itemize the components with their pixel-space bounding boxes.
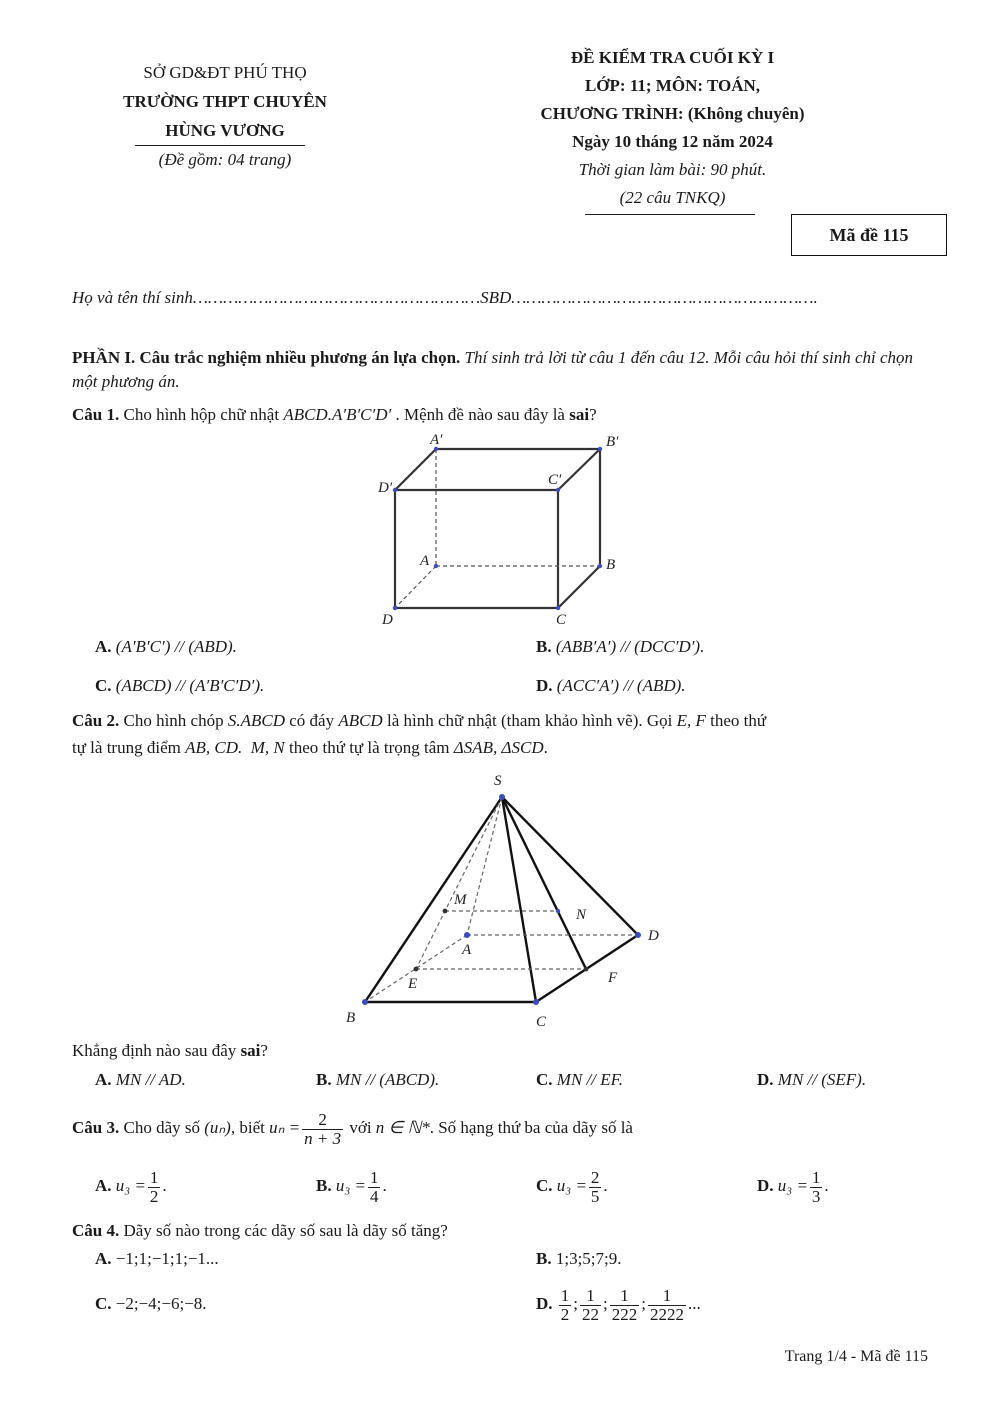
option-key: C.	[536, 1176, 553, 1195]
q1-text-c: ?	[589, 405, 597, 424]
exam-title: ĐỀ KIỂM TRA CUỐI KỲ I	[570, 48, 775, 67]
fraction-numerator: 2	[590, 1167, 600, 1187]
q1-text-b: . Mệnh đề nào sau đây là	[391, 405, 570, 424]
q2-text: tự là trung điểm	[72, 738, 186, 757]
q1-text: Cho hình hộp chữ nhật	[119, 405, 284, 424]
label-D: D	[648, 928, 659, 944]
ellipsis: ...	[687, 1294, 701, 1313]
q3-formula-lhs: uₙ =	[269, 1118, 301, 1137]
option-text: MN // AD.	[115, 1070, 186, 1089]
q3-text: với	[345, 1118, 376, 1137]
label-F: F	[608, 970, 618, 986]
option-key: B.	[316, 1070, 332, 1089]
option-text: MN // (SEF).	[777, 1070, 867, 1089]
q2-text: có đáy	[284, 711, 339, 730]
fraction-denominator: 2	[149, 1186, 159, 1206]
separator: ;	[603, 1294, 608, 1313]
candidate-info-line: Họ và tên thí sinh…………………………………………………SBD…………………………………………………….	[72, 288, 818, 307]
question-4	[72, 1219, 932, 1243]
fraction-numerator: 1	[580, 1287, 601, 1306]
label-E: E	[408, 976, 418, 992]
label-A1: A′	[430, 432, 443, 448]
school-name-2: HÙNG VƯƠNG	[165, 121, 285, 140]
q2-text: theo thứ	[705, 711, 767, 730]
option-fraction	[648, 1287, 686, 1324]
q2-question-text: Khẳng định nào sau đây	[72, 1041, 241, 1060]
exam-header	[500, 44, 845, 212]
q1-label: Câu 1.	[72, 405, 120, 424]
q3-text: , biết	[230, 1118, 270, 1137]
option-key: D.	[757, 1176, 774, 1195]
label-B: B	[346, 1010, 356, 1026]
header-left-rule	[135, 145, 305, 146]
option-text: (A′B′C′) // (ABD).	[115, 637, 237, 656]
label-M: M	[454, 892, 467, 908]
q2-triangles: ΔSAB, ΔSCD	[453, 738, 544, 757]
option-lhs: u₃ =	[335, 1176, 366, 1195]
q3-option-d[interactable]: D. u₃ = $\frac{1}{3}$ .	[757, 1167, 829, 1206]
q2-segments: AB, CD.	[185, 738, 243, 757]
label-A: A	[420, 553, 430, 569]
label-D1: D′	[378, 480, 393, 496]
exam-duration: Thời gian làm bài: 90 phút.	[578, 160, 767, 179]
q3-text: Cho dãy số	[119, 1118, 205, 1137]
option-fraction	[810, 1169, 823, 1206]
q4-option-b[interactable]	[536, 1247, 622, 1271]
department: SỞ GD&ĐT PHÚ THỌ	[143, 63, 307, 82]
q2-text: .	[543, 738, 548, 757]
fraction-numerator: 1	[648, 1287, 686, 1306]
q2-text: Cho hình chóp	[119, 711, 228, 730]
q3-sequence: (uₙ)	[204, 1118, 231, 1137]
option-text: 1;3;5;7;9.	[555, 1249, 622, 1268]
option-key: D.	[757, 1070, 774, 1089]
exam-program: CHƯƠNG TRÌNH: (Không chuyên)	[540, 104, 805, 123]
question-1	[72, 403, 932, 427]
label-B1: B′	[606, 434, 619, 450]
option-lhs: u₃ =	[777, 1176, 808, 1195]
option-fraction	[148, 1169, 161, 1206]
q3-text: . Số hạng thứ ba của dãy số là	[429, 1118, 633, 1137]
q2-base: ABCD	[338, 711, 383, 730]
option-key: B.	[316, 1176, 332, 1195]
q2-option-d[interactable]	[757, 1068, 866, 1092]
school-header	[100, 58, 350, 174]
q4-option-d[interactable]	[536, 1284, 701, 1324]
fraction-numerator: 1	[149, 1167, 159, 1187]
q2-option-a[interactable]	[95, 1068, 186, 1092]
q3-option-b[interactable]: B. u₃ = $\frac{1}{4}$ .	[316, 1167, 387, 1206]
option-key: A.	[95, 1176, 112, 1195]
exam-code: Mã đề 115	[829, 224, 909, 245]
q4-text: Dãy số nào trong các dãy số sau là dãy số tăng?	[119, 1221, 448, 1240]
q1-emphasis: sai	[569, 405, 590, 424]
q1-option-c[interactable]	[95, 674, 264, 698]
question-2-line2	[72, 736, 932, 760]
fraction-denominator: 2222	[649, 1304, 684, 1324]
q1-option-d[interactable]	[536, 674, 686, 698]
fraction-numerator: 1	[369, 1167, 379, 1187]
q1-option-b[interactable]	[536, 635, 704, 659]
fraction-numerator: 1	[560, 1285, 570, 1305]
q2-option-b[interactable]	[316, 1068, 439, 1092]
part1-instruction: Thí sinh trả lời từ câu 1 đến câu 12. Mỗi câu hỏi thí sinh chỉ chọn một phương án.	[72, 348, 914, 391]
label-A: A	[462, 942, 472, 958]
q2-question	[72, 1039, 932, 1063]
label-N: N	[576, 907, 587, 923]
q1-box-figure	[370, 428, 630, 628]
label-D: D	[382, 612, 393, 628]
page-footer: Trang 1/4 - Mã đề 115	[784, 1348, 928, 1365]
q2-text: là hình chữ nhật (tham khảo hình vẽ). Gọi	[382, 711, 677, 730]
part1-title: PHẦN I. Câu trắc nghiệm nhiều phương án lựa chọn.	[72, 348, 461, 367]
fraction-numerator: 1	[811, 1167, 821, 1187]
q3-option-a[interactable]: A. u₃ = $\frac{1}{2}$ .	[95, 1167, 167, 1206]
option-text: −2;−4;−6;−8.	[115, 1294, 207, 1313]
q4-option-a[interactable]	[95, 1247, 219, 1271]
q2-text: theo thứ tự là trọng tâm	[284, 738, 454, 757]
question-3	[72, 1108, 932, 1148]
q3-domain: n ∈ ℕ*	[375, 1118, 430, 1137]
q2-pyramid: S.ABCD	[227, 711, 285, 730]
option-text: MN // EF.	[556, 1070, 624, 1089]
fraction-denominator: 2	[560, 1304, 570, 1324]
school-name: TRƯỜNG THPT CHUYÊN	[123, 92, 327, 111]
option-text: (ABCD) // (A′B′C′D′).	[115, 676, 265, 695]
option-lhs: u₃ =	[115, 1176, 146, 1195]
fraction-denominator: 4	[369, 1186, 379, 1206]
option-fraction	[368, 1169, 381, 1206]
option-key: C.	[95, 676, 112, 695]
q1-option-a[interactable]	[95, 635, 237, 659]
option-fraction	[580, 1287, 601, 1324]
part1-heading	[72, 346, 934, 394]
option-lhs: u₃ =	[556, 1176, 587, 1195]
option-key: C.	[536, 1070, 553, 1089]
exam-code-box	[791, 214, 947, 256]
option-key: B.	[536, 637, 552, 656]
label-C1: C′	[548, 472, 562, 488]
q4-option-c[interactable]	[95, 1292, 207, 1316]
option-key: A.	[95, 637, 112, 656]
option-text: −1;1;−1;1;−1...	[115, 1249, 219, 1268]
label-B: B	[606, 557, 616, 573]
q2-emphasis: sai	[240, 1041, 261, 1060]
fraction-denominator: 22	[582, 1304, 600, 1324]
q2-option-c[interactable]	[536, 1068, 623, 1092]
header-right-rule	[585, 214, 755, 215]
question-count: (22 câu TNKQ)	[619, 188, 726, 207]
option-key: D.	[536, 1294, 553, 1313]
exam-date: Ngày 10 tháng 12 năm 2024	[572, 132, 773, 151]
label-S: S	[494, 773, 502, 789]
option-text: MN // (ABCD).	[335, 1070, 440, 1089]
exam-class: LỚP: 11; MÔN: TOÁN,	[584, 76, 761, 95]
option-key: A.	[95, 1249, 112, 1268]
pages-note: (Đề gồm: 04 trang)	[158, 150, 292, 169]
q2-label: Câu 2.	[72, 711, 120, 730]
q1-shape: ABCD.A′B′C′D′	[283, 405, 392, 424]
option-key: A.	[95, 1070, 112, 1089]
q3-formula-fraction	[302, 1111, 343, 1148]
separator: ;	[641, 1294, 646, 1313]
q2-points: E, F	[676, 711, 706, 730]
option-fraction	[559, 1287, 572, 1324]
fraction-denominator: 3	[811, 1186, 821, 1206]
q4-label: Câu 4.	[72, 1221, 120, 1240]
q2-question-end: ?	[260, 1041, 268, 1060]
question-2-line1	[72, 709, 932, 733]
option-text: (ACC′A′) // (ABD).	[556, 676, 686, 695]
fraction-denominator: 222	[611, 1304, 638, 1324]
option-text: (ABB′A′) // (DCC′D′).	[555, 637, 705, 656]
fraction-numerator: 1	[610, 1287, 640, 1306]
fraction-denominator: n + 3	[304, 1128, 342, 1148]
option-key: B.	[536, 1249, 552, 1268]
option-fraction	[589, 1169, 602, 1206]
q2-pyramid-figure	[340, 768, 670, 1030]
q3-option-c[interactable]: C. u₃ = $\frac{2}{5}$ .	[536, 1167, 608, 1206]
option-key: C.	[95, 1294, 112, 1313]
q2-points-mn: M, N	[250, 738, 285, 757]
fraction-denominator: 5	[590, 1186, 600, 1206]
option-fraction	[610, 1287, 640, 1324]
label-C: C	[556, 612, 567, 628]
separator: ;	[573, 1294, 579, 1313]
option-key: D.	[536, 676, 553, 695]
fraction-numerator: 2	[302, 1111, 343, 1130]
q3-label: Câu 3.	[72, 1118, 120, 1137]
label-C: C	[536, 1014, 547, 1030]
